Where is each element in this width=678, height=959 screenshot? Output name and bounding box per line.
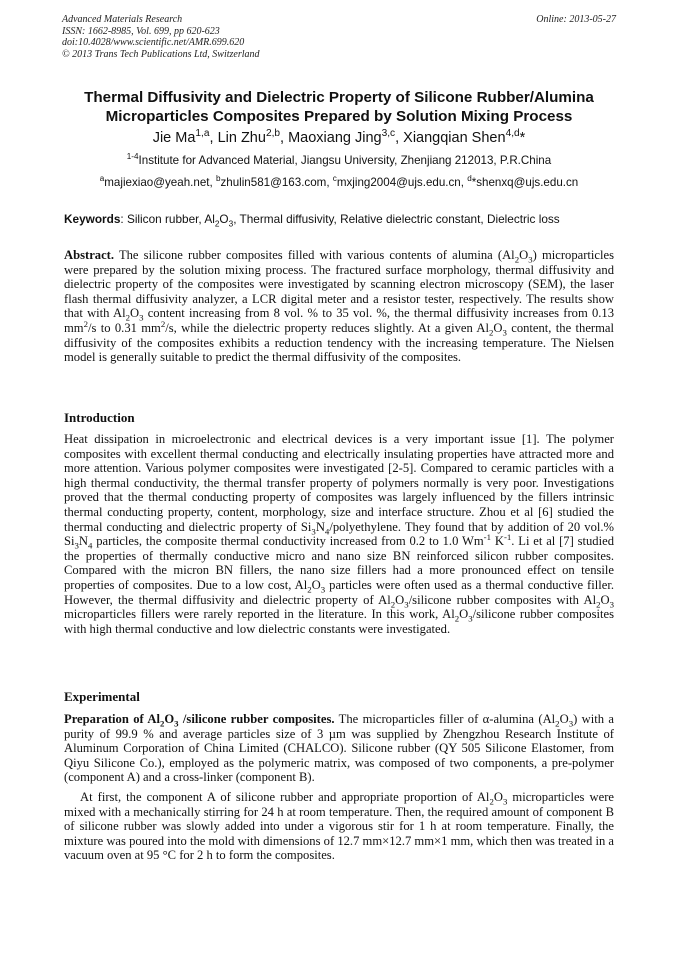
introduction-paragraph	[64, 432, 614, 636]
subsection-text: /silicone rubber composites.	[178, 712, 335, 726]
intro-text: /silicone rubber composites with Al	[408, 592, 597, 607]
subsection-text: Preparation of Al	[64, 712, 160, 726]
subscript: 2	[214, 219, 220, 229]
subscript: 3	[139, 312, 144, 323]
abstract-label: Abstract.	[64, 248, 115, 262]
subscript: 3	[404, 599, 409, 610]
subscript: 3	[311, 526, 316, 537]
email-list	[40, 176, 638, 190]
keywords	[64, 212, 618, 229]
subscript: 4	[88, 540, 93, 551]
subscript: 2	[514, 254, 520, 265]
intro-text: /polyethylene. They found that by addition of 20 vol.% Si	[64, 519, 615, 549]
abstract-text: O	[519, 248, 529, 262]
abstract-text: /s to 0.31 mm	[88, 320, 161, 335]
abstract-text: The silicone rubber composites filled with various contents of alumina (Al	[114, 248, 515, 262]
keywords-text: , Thermal diffusivity, Relative dielectric constant, Dielectric loss	[233, 212, 560, 226]
subscript: 3	[320, 584, 326, 595]
intro-text: N	[315, 519, 325, 534]
exp-text: The microparticles filler of α-alumina (Al	[334, 712, 556, 726]
abstract-text: /s, while the dielectric property reduces slightly. At a given Al	[165, 320, 489, 335]
journal-copyright: © 2013 Trans Tech Publications Ltd, Switzerland	[62, 48, 260, 60]
keywords-text: : Silicon rubber, Al	[120, 212, 215, 226]
author-sup: 2,b	[265, 128, 281, 140]
abstract	[64, 248, 614, 365]
subscript: 2	[390, 599, 396, 610]
experimental-paragraph-1	[64, 712, 614, 785]
affiliation-text: Institute for Advanced Material, Jiangsu University, Zhenjiang 212013, P.R.China	[138, 154, 552, 167]
email-a: majiexiao@yeah.net,	[104, 176, 216, 189]
author-name: Lin Zhu	[217, 130, 266, 146]
keywords-text: O	[219, 212, 229, 226]
subscript: 2	[488, 327, 494, 338]
author-sup: 1,a	[195, 128, 210, 140]
abstract-text: O	[129, 306, 140, 321]
subscript: 3	[528, 254, 533, 265]
online-date: Online: 2013-05-27	[536, 14, 616, 25]
email-sup: b	[215, 174, 221, 184]
subscript: 2	[159, 718, 165, 729]
subscript: 4	[324, 526, 330, 537]
subscript: 3	[502, 796, 508, 807]
exp-text: microparticles were mixed with a mechanically stirring for 24 h at room temperature. Then, the required amount of component B of silicone rubber was slowly added into under a vigorous stir for 1 h at room temperature. Finally, the mixture was poured into the mold with dimensions of 12.7 mm×12.7 mm×1 mm, which then was treated in a vacuum oven at 95 °C for 2 h to form the composites.	[64, 790, 614, 863]
subscript: 2	[489, 796, 494, 807]
experimental-paragraph-2	[64, 790, 614, 863]
subscript: 3	[228, 219, 234, 229]
superscript: -1	[483, 531, 492, 542]
abstract-text: content, the thermal diffusivity of the composites exhibits a reduction tendency with the increasing temperature. The Nielsen model is generally suitable to predict the thermal diffusivity of the composites.	[64, 320, 614, 365]
exp-text: ) with a purity of 99.9 % and average particles size of 3 µm was supplied by Zhengzhou Research Institute of Aluminum Corporation of China Limited (CHALCO). Silicone rubber (QY 505 Silicone Elastomer, from Qiyu Silicone Co.), employed as the polymeric matrix, was composed of two components, a pre-polymer (component A) and a cross-linker (component B).	[64, 712, 614, 785]
abstract-text: content increasing from 8 vol. % to 35 vol. %, the thermal diffusivity increases from 0.13 mm	[64, 306, 614, 335]
author-name: Jie Ma	[152, 130, 196, 146]
corresponding-star: *	[519, 130, 526, 146]
intro-text: . Li et al [7] studied the properties of thermally conductive micro and nano size BN reinforced silicon rubber composites. Compared with the micron BN fillers, the nano size fillers had a more pronounced effect on tensile properties of composites. Due to a low cost, Al	[64, 534, 614, 592]
subscript: 3	[468, 613, 473, 624]
email-b: zhulin581@163.com,	[220, 176, 333, 189]
section-heading-introduction: Introduction	[64, 410, 135, 425]
subscript: 2	[555, 718, 560, 729]
subscript: 3	[609, 599, 614, 610]
keywords-label: Keywords	[64, 212, 121, 226]
email-c: mxjing2004@ujs.edu.cn,	[336, 176, 468, 189]
superscript: 2	[83, 318, 88, 329]
exp-text: O	[493, 790, 503, 804]
title-line-1: Thermal Diffusivity and Dielectric Property of Silicone Rubber/Alumina	[84, 89, 594, 106]
author-name: Xiangqian Shen	[403, 130, 506, 146]
author-sup: 3,c	[381, 128, 396, 140]
intro-text: N	[78, 534, 89, 549]
subsection-text: O	[164, 712, 175, 726]
subscript: 3	[502, 327, 507, 338]
subscript: 2	[307, 584, 312, 595]
intro-text: particles, the composite thermal conductivity increased from 0.2 to 1.0 Wm	[92, 534, 484, 549]
subscript: 2	[454, 613, 460, 624]
subscript: 3	[568, 718, 574, 729]
subscript: 3	[74, 540, 79, 551]
intro-text: O	[600, 592, 610, 607]
abstract-text: ) microparticles were prepared by the solution mixing process. The fractured surface morphology, thermal diffusivity and dielectric property of the composites were investigated by scanning electron microscopy (SEM), the laser flash thermal diffusivity analyzer, a LCR digital meter and a resistor tester, respectively. The results show that with Al	[64, 248, 614, 321]
subscript: 2	[125, 312, 130, 323]
intro-text: K	[491, 534, 504, 549]
journal-header	[62, 14, 616, 60]
email-sup: d	[467, 174, 472, 184]
author-list: Jie Ma$^{1,a}$, Lin Zhu$^{2,b}$, Maoxiang Jing$^{3,c}$, Xiangqian Shen$^{4,d}$*	[152, 128, 526, 146]
intro-text: particles were often used as a thermal conductive filler. However, the thermal diffusivity and dielectric property of Al	[64, 577, 614, 607]
affiliation	[40, 154, 638, 168]
journal-issn: ISSN: 1662-8985, Vol. 699, pp 620-623	[62, 25, 220, 37]
exp-text: At first, the component A of silicone rubber and appropriate proportion of Al	[80, 790, 490, 804]
intro-text: O	[311, 577, 321, 592]
intro-text: /silicone rubber composites with high thermal conductive and low dielectric constants were investigated.	[64, 607, 614, 636]
author-name: Maoxiang Jing	[288, 130, 382, 146]
journal-doi: doi:10.4028/www.scientific.net/AMR.699.620	[62, 37, 245, 48]
exp-text: O	[559, 712, 569, 726]
subscript: 2	[596, 599, 601, 610]
subscript: 3	[174, 718, 179, 729]
abstract-text: O	[493, 320, 503, 335]
email-sup: a	[99, 174, 105, 184]
email-d: *shenxq@ujs.edu.cn	[471, 176, 579, 189]
journal-name: Advanced Materials Research	[62, 14, 183, 25]
email-sup: c	[332, 174, 337, 184]
intro-text: O	[459, 607, 469, 622]
affiliation-sup: 1-4	[126, 152, 139, 162]
author-sup: 4,d	[505, 128, 520, 140]
intro-text: microparticles fillers were rarely reported in the literature. In this work, Al	[64, 607, 455, 622]
superscript: -1	[503, 531, 512, 542]
superscript: 2	[160, 318, 166, 329]
intro-text: Heat dissipation in microelectronic and electrical devices is a very important issue [1]. The polymer composites with excellent thermal conducting and electrically insulating properties have attracted more and more attention. Various polymer composites were investigated [2-5]. Compared to ceramic particles with a high thermal conductivity, the thermal transfer property of polymers normally is very poor. Investigations proved that the thermal conducting property of composites was largely influenced by the fillers intrinsic thermal conducting property, content, morphology, size and interface structure. Zhou et al [6] studied the thermal conducting and dielectric property of Si	[64, 432, 614, 534]
title-line-2: Microparticles Composites Prepared by Solution Mixing Process	[105, 108, 573, 125]
subsection-heading	[64, 712, 335, 729]
section-heading-experimental: Experimental	[64, 689, 140, 704]
intro-text: O	[395, 592, 405, 607]
paper-title	[40, 88, 638, 126]
